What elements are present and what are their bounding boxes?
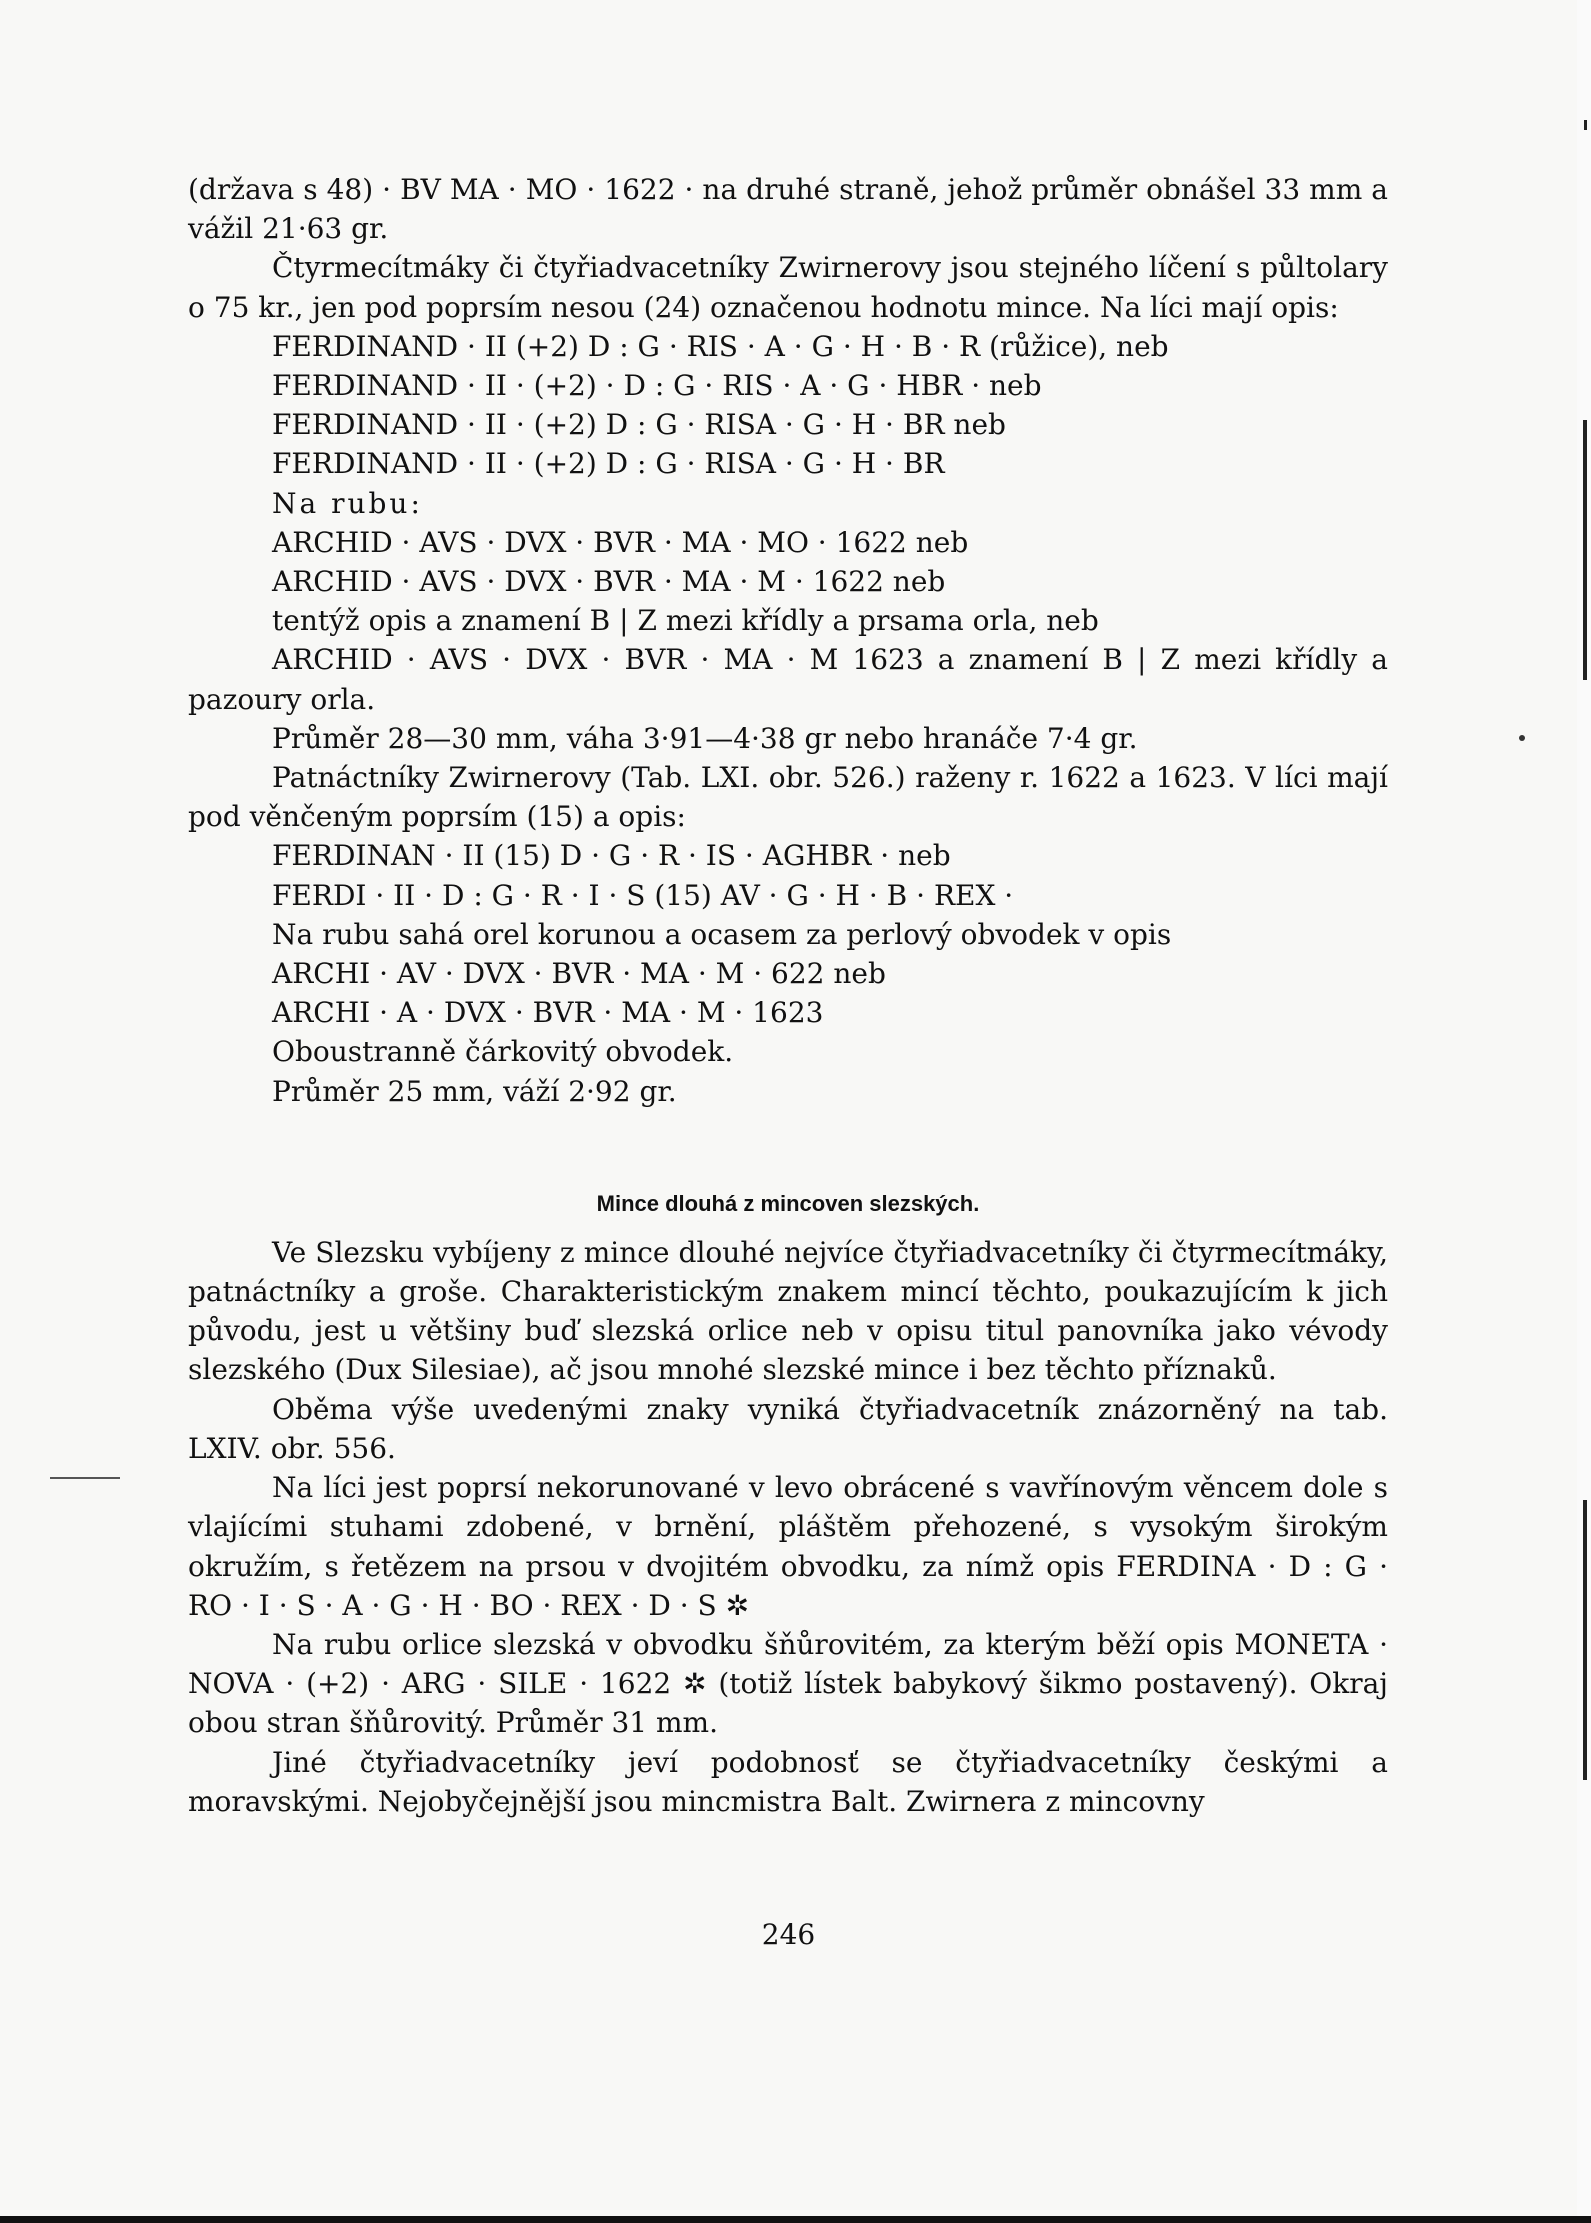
coin-legend: ARCHI · A · DVX · BVR · MA · M · 1623 xyxy=(272,996,824,1030)
coin-legend: FERDINAND · II · (+2) D : G · RISA · G · H · BR neb xyxy=(272,408,1006,442)
section-heading: Mince dlouhá z mincoven slezských. xyxy=(596,1190,980,1216)
coin-legend: tentýž opis a znamení B | Z mezi křídly a prsama orla, neb xyxy=(272,604,1099,638)
paragraph: Jiné čtyřiadvacetníky jeví podobnosť se čtyřiadvacetníky českými a moravskými. Nejobyčejnější jsou mincmistra Balt. Zwirnera z mincovny xyxy=(188,1745,1388,1818)
paragraph: Čtyrmecítmáky či čtyřiadvacetníky Zwirnerovy jsou stejného líčení s půltolary o 75 kr., jen pod poprsím nesou (24) označenou hodnotu mince. Na líci mají opis: xyxy=(188,251,1388,324)
edge-mark xyxy=(1583,1500,1587,1780)
coin-legend: Na rubu sahá orel korunou a ocasem za perlový obvodek v opis xyxy=(272,917,1172,951)
page-number: 246 xyxy=(761,1918,816,1951)
coin-legend: Oboustranně čárkovitý obvodek. xyxy=(272,1035,734,1069)
paragraph: Ve Slezsku vybíjeny z mince dlouhé nejvíce čtyřiadvacetníky či čtyrmecítmáky, patnáctníky a groše. Charakteristickým znakem mincí těchto, poukazujícím k jich původu, jest u většiny buď slezská orlice neb v opisu titul panovníka jako vévody slezského (Dux Silesiae), ač jsou mnohé slezské mince i bez těchto příznaků. xyxy=(188,1235,1388,1387)
page-body xyxy=(188,170,1388,1821)
coin-legend-wrapped: ARCHID · AVS · DVX · BVR · MA · M 1623 a znamení B | Z mezi křídly a pazoury orla. xyxy=(188,643,1388,716)
reverse-label: Na rubu: xyxy=(272,486,423,520)
coin-legend: FERDI · II · D : G · R · I · S (15) AV · G · H · B · REX · xyxy=(272,878,1014,912)
scan-border xyxy=(0,2216,1591,2223)
coin-legend: FERDINAND · II · (+2) · D : G · RIS · A · G · HBR · neb xyxy=(272,369,1042,403)
edge-mark xyxy=(1584,120,1587,130)
text-line: (država s 48) · BV MA · MO · 1622 · na druhé straně, jehož průměr obnášel 33 mm a vážil 21·63 gr. xyxy=(188,173,1388,246)
paragraph: Patnáctníky Zwirnerovy (Tab. LXI. obr. 526.) raženy r. 1622 a 1623. V líci mají pod věnčeným poprsím (15) a opis: xyxy=(188,761,1388,834)
coin-legend: ARCHID · AVS · DVX · BVR · MA · MO · 1622 neb xyxy=(272,525,969,559)
paragraph: Průměr 28—30 mm, váha 3·91—4·38 gr nebo hranáče 7·4 gr. xyxy=(272,721,1138,755)
coin-legend: FERDINAND · II (+2) D : G · RIS · A · G · H · B · R (růžice), neb xyxy=(272,329,1169,363)
paragraph: Na líci jest poprsí nekorunované v levo obrácené s vavřínovým věncem dole s vlajícími stuhami zdobené, v brnění, pláštěm přehozené, s vysokým širokým okružím, s řetězem na prsou v dvojitém obvodku, za nímž opis FERDINA · D : G · RO · I · S · A · G · H · BO · REX · D · S ✲ xyxy=(188,1471,1388,1622)
section-bottom xyxy=(188,1233,1388,1821)
scan-edge xyxy=(1577,0,1591,2223)
coin-legend: FERDINAND · II · (+2) D : G · RISA · G · H · BR xyxy=(272,447,945,481)
coin-legend: ARCHID · AVS · DVX · BVR · MA · M · 1622 neb xyxy=(272,565,946,599)
margin-speck xyxy=(1519,735,1525,741)
paragraph: Oběma výše uvedenými znaky vyniká čtyřiadvacetník znázorněný na tab. LXIV. obr. 556. xyxy=(188,1392,1388,1465)
coin-legend: Průměr 25 mm, váží 2·92 gr. xyxy=(272,1074,677,1108)
coin-legend: ARCHI · AV · DVX · BVR · MA · M · 622 neb xyxy=(272,957,886,991)
margin-mark xyxy=(50,1477,120,1479)
paragraph: Na rubu orlice slezská v obvodku šňůrovitém, za kterým běží opis MONETA · NOVA · (+2) · ARG · SILE · 1622 ✲ (totiž lístek babykový šikmo postavený). Okraj obou stran šňůrovitý. Průměr 31 mm. xyxy=(188,1627,1388,1740)
coin-legend: FERDINAN · II (15) D · G · R · IS · AGHBR · neb xyxy=(272,839,951,873)
edge-mark xyxy=(1583,420,1587,680)
section-top xyxy=(188,170,1388,1111)
